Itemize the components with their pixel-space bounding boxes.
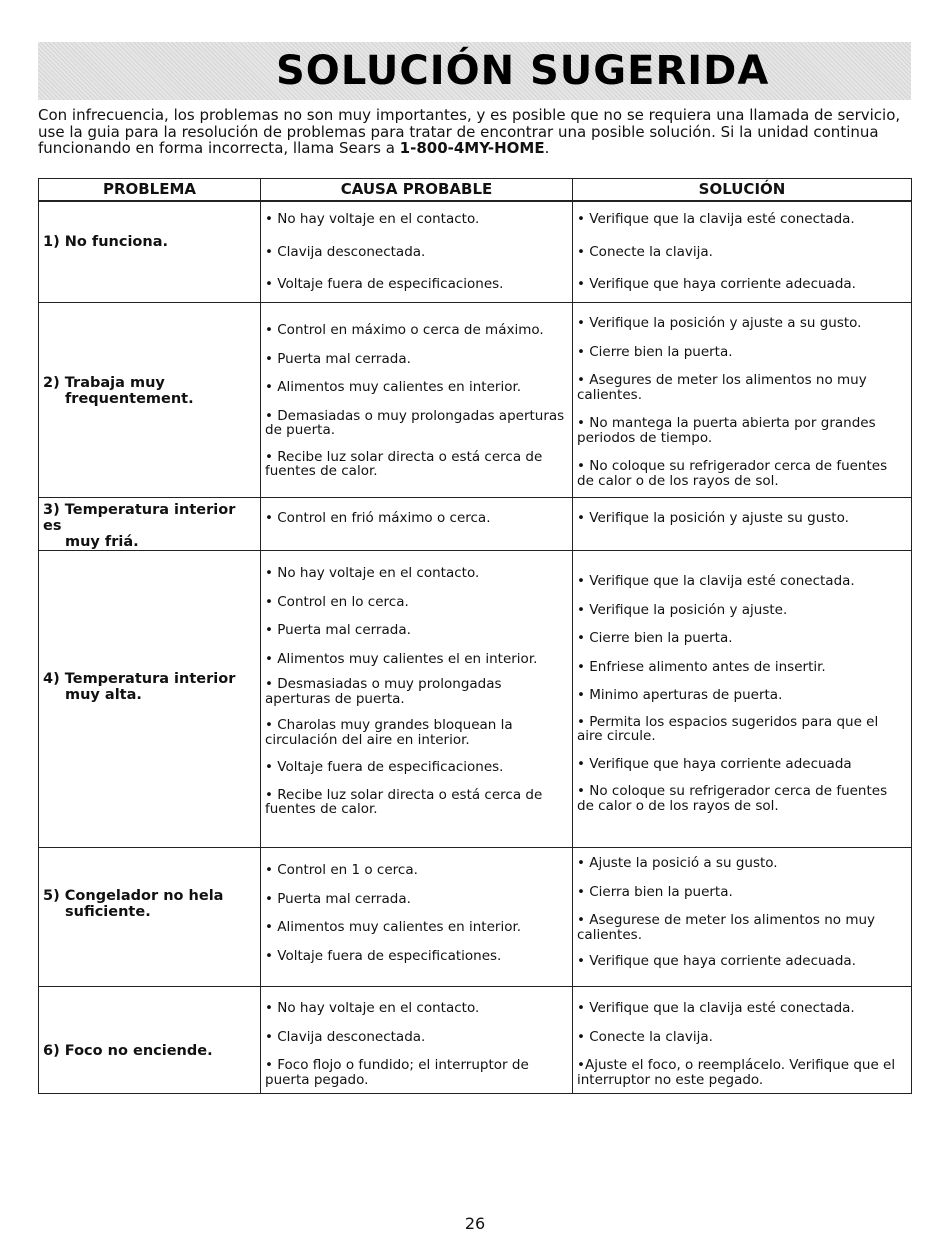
intro-text-end: .: [544, 139, 550, 157]
problem-cell: [39, 848, 261, 987]
list-item: • Asegurese de meter los alimentos no muy calientes.: [577, 912, 876, 943]
cause-cell: [261, 303, 573, 498]
list-item: • Clavija desconectada.: [265, 1028, 426, 1045]
table-row: [39, 848, 912, 987]
problem-cell: [39, 987, 261, 1094]
list-item: • Cierre bien la puerta.: [577, 630, 733, 646]
problem-title-cont: muy alta.: [65, 687, 142, 703]
list-item: • Puerta mal cerrada.: [265, 350, 411, 367]
troubleshooting-table: [38, 178, 912, 1094]
table-row: [39, 498, 912, 551]
list-item: • Conecte la clavija.: [577, 243, 713, 260]
solution-cell: [573, 551, 912, 848]
list-item: • Verifique que la clavija esté conectada.: [577, 573, 855, 589]
list-item: • No hay voltaje en el contacto.: [265, 565, 480, 581]
list-item: • No hay voltaje en el contacto.: [265, 1000, 480, 1016]
list-item: • Voltaje fuera de especificaciones.: [265, 759, 504, 775]
list-item: • Alimentos muy calientes el en interior.: [265, 650, 538, 667]
list-item: • Demasiadas o muy prolongadas aperturas de puerta.: [265, 407, 565, 438]
header-problema: PROBLEMA: [39, 179, 261, 202]
table-row: [39, 303, 912, 498]
list-item: • Verifique que haya corriente adecuada.: [577, 953, 856, 969]
problem-title-cont: suficiente.: [65, 904, 151, 920]
list-item: • Verifique la posición y ajuste a su gusto.: [577, 315, 862, 331]
problem-title: 4) Temperatura interior: [43, 671, 236, 687]
list-item: • Puerta mal cerrada.: [265, 622, 411, 638]
solution-cell: [573, 848, 912, 987]
list-item: • Verifique la posición y ajuste su gusto.: [577, 510, 849, 526]
header-causa-probable: CAUSA PROBABLE: [261, 179, 573, 202]
page-number: 26: [464, 1214, 486, 1233]
list-item: • Verifique que la clavija esté conectada.: [577, 1000, 855, 1016]
problem-title: 6) Foco no enciende.: [43, 1043, 213, 1059]
table-row: [39, 551, 912, 848]
list-item: • Control en lo cerca.: [265, 593, 409, 610]
problem-title: 2) Trabaja muy: [43, 375, 165, 391]
list-item: • Voltaje fuera de especificationes.: [265, 947, 502, 964]
list-item: • No hay voltaje en el contacto.: [265, 211, 480, 227]
list-item: • Permita los espacios sugeridos para que el aire circule.: [577, 713, 879, 744]
list-item: • No coloque su refrigerador cerca de fuentes de calor o de los rayos de sol.: [577, 783, 888, 814]
solution-cell: [573, 498, 912, 551]
solution-cell: [573, 987, 912, 1094]
cause-cell: [261, 848, 573, 987]
problem-title-cont: muy friá.: [65, 534, 139, 550]
list-item: • Minimo aperturas de puerta.: [577, 687, 783, 703]
list-item: • Enfriese alimento antes de insertir.: [577, 658, 826, 675]
list-item: • Desmasiadas o muy prolongadas aperturas de puerta.: [265, 676, 502, 707]
header-solucion: SOLUCIÓN: [573, 179, 912, 202]
list-item: • Asegures de meter los alimentos no muy calientes.: [577, 372, 867, 403]
problem-cell: [39, 551, 261, 848]
table-header-row: [39, 179, 912, 202]
list-item: • Cierra bien la puerta.: [577, 883, 733, 900]
page-title: SOLUCIÓN SUGERIDA: [276, 48, 770, 94]
problem-cell: [39, 201, 261, 303]
list-item: • Foco flojo o fundido; el interruptor de puerta pegado.: [265, 1057, 529, 1088]
cause-cell: [261, 987, 573, 1094]
intro-paragraph: [38, 107, 918, 157]
list-item: • Alimentos muy calientes en interior.: [265, 919, 522, 935]
intro-text: Con infrecuencia, los problemas no son muy importantes, y es posible que no se requiera una llamada de servicio, use la guia para la resolución de problemas para tratar de encontrar una posible solución. Si la unidad continua funcionando en forma incorrecta, llama Sears a: [38, 106, 901, 157]
sears-phone-number: 1-800-4MY-HOME: [399, 139, 545, 157]
problem-title-cont: frequentement.: [65, 391, 194, 407]
list-item: • Control en frió máximo o cerca.: [265, 510, 491, 526]
problem-title: 3) Temperatura interior es: [43, 502, 236, 534]
list-item: • Cierre bien la puerta.: [577, 343, 733, 360]
problem-title: 1) No funciona.: [43, 234, 169, 250]
table-row: [39, 987, 912, 1094]
cause-cell: [261, 551, 573, 848]
solution-cell: [573, 303, 912, 498]
cause-cell: [261, 498, 573, 551]
title-banner: [38, 42, 911, 100]
list-item: • Verifique que haya corriente adecuada.: [577, 276, 856, 292]
list-item: • Recibe luz solar directa o está cerca de fuentes de calor.: [265, 786, 543, 817]
list-item: • Control en 1 o cerca.: [265, 862, 418, 878]
list-item: • No mantega la puerta abierta por grandes periodos de tiempo.: [577, 415, 876, 446]
list-item: • Conecte la clavija.: [577, 1028, 713, 1045]
list-item: • Ajuste la posició a su gusto.: [577, 855, 778, 871]
problem-cell: [39, 498, 261, 551]
list-item: • Recibe luz solar directa o está cerca de fuentes de calor.: [265, 448, 543, 479]
list-item: • Clavija desconectada.: [265, 243, 426, 260]
list-item: • No coloque su refrigerador cerca de fuentes de calor o de los rayos de sol.: [577, 458, 888, 489]
list-item: • Verifique que la clavija esté conectada.: [577, 211, 855, 227]
list-item: • Voltaje fuera de especificaciones.: [265, 276, 504, 292]
problem-cell: [39, 303, 261, 498]
cause-cell: [261, 201, 573, 303]
list-item: •Ajuste el foco, o reemplácelo. Verifique que el interruptor no este pegado.: [577, 1057, 896, 1088]
list-item: • Puerta mal cerrada.: [265, 890, 411, 907]
table-row: [39, 201, 912, 303]
problem-title: 5) Congelador no hela: [43, 888, 224, 904]
list-item: • Alimentos muy calientes en interior.: [265, 379, 522, 395]
list-item: • Verifique la posición y ajuste.: [577, 601, 788, 618]
list-item: • Control en máximo o cerca de máximo.: [265, 322, 544, 338]
list-item: • Charolas muy grandes bloquean la circulación del aire en interior.: [265, 717, 513, 748]
list-item: • Verifique que haya corriente adecuada: [577, 755, 852, 772]
solution-cell: [573, 201, 912, 303]
